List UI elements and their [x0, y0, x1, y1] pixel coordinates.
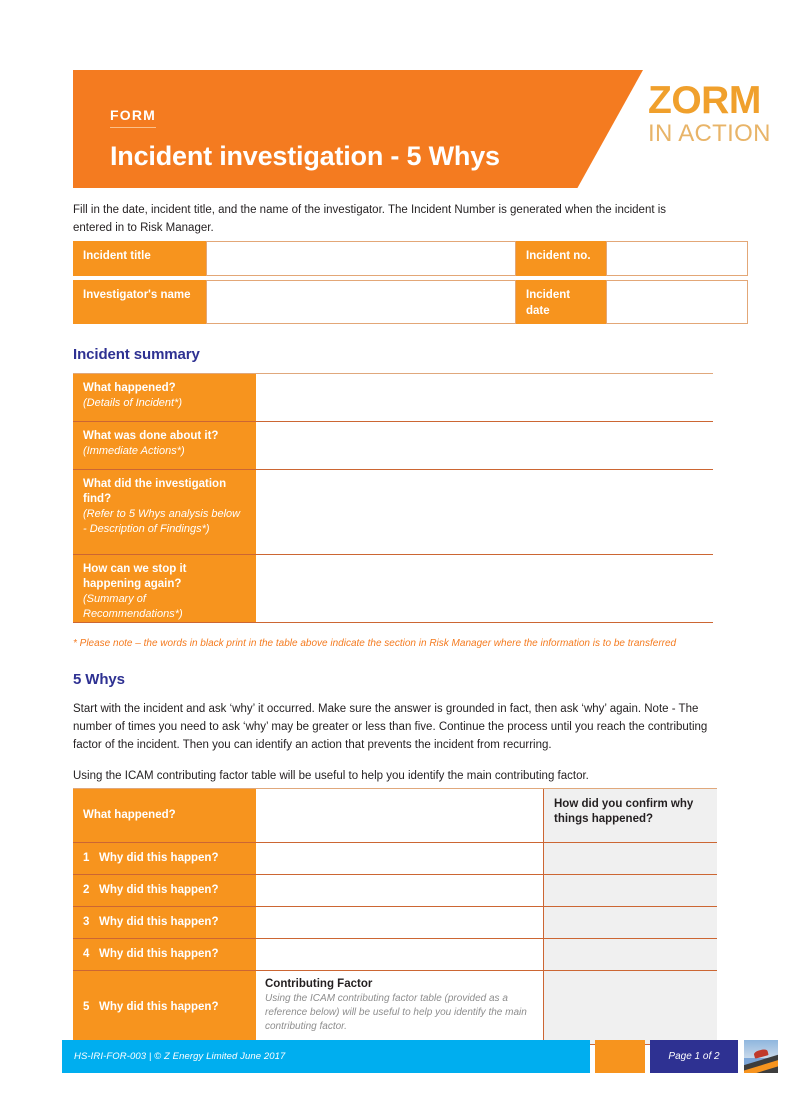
table-row — [73, 422, 713, 470]
table-row — [73, 939, 717, 971]
table-row — [73, 555, 713, 623]
incident-summary-heading: Incident summary — [73, 346, 200, 363]
why-row-label-4 — [73, 939, 256, 970]
summary-input-what-happened[interactable] — [256, 374, 713, 421]
table-row — [73, 907, 717, 939]
contributing-factor-title: Contributing Factor — [265, 978, 373, 990]
intro-paragraph: Fill in the date, incident title, and the name of the investigator. The Incident Number is generated when the incident is entered in to Risk Manager. — [73, 204, 667, 234]
table-row — [73, 843, 717, 875]
incident-date-label: Incident date — [516, 280, 606, 324]
logo-tagline: IN ACTION — [648, 120, 771, 148]
why-row-question: Why did this happen? — [99, 948, 219, 961]
summary-question: What happened? — [83, 382, 176, 394]
incident-no-input[interactable] — [606, 241, 748, 276]
table-row — [73, 241, 748, 276]
table-row — [73, 875, 717, 907]
summary-question: What was done about it? — [83, 430, 219, 442]
incident-no-label: Incident no. — [516, 241, 606, 276]
summary-label-stop-happening — [73, 555, 256, 622]
table-header-row — [73, 789, 717, 843]
summary-subtitle: (Details of Incident*) — [83, 397, 183, 410]
why-answer-input-4[interactable] — [256, 939, 544, 970]
five-whys-paragraph-2: Using the ICAM contributing factor table will be useful to help you identify the main contributing factor. — [73, 770, 589, 783]
table-row — [73, 374, 713, 422]
why-row-number: 2 — [83, 884, 90, 897]
five-whys-table — [73, 788, 717, 1045]
contributing-factor-note: Using the ICAM contributing factor table (provided as a reference below) will be useful to help you identify the main contributing factor. — [265, 993, 527, 1033]
incident-date-input[interactable] — [606, 280, 748, 324]
summary-input-what-was-done[interactable] — [256, 422, 713, 469]
table-row — [73, 470, 713, 555]
logo-wordmark: ZORM — [648, 79, 761, 122]
contributing-factor-cell[interactable] — [256, 971, 544, 1044]
summary-label-what-was-done — [73, 422, 256, 469]
why-confirm-input-3[interactable] — [544, 907, 717, 938]
whys-header-confirm — [544, 789, 717, 842]
why-row-label-2 — [73, 875, 256, 906]
why-row-label-3 — [73, 907, 256, 938]
why-row-question: Why did this happen? — [99, 916, 219, 929]
why-answer-input-1[interactable] — [256, 843, 544, 874]
why-confirm-input-1[interactable] — [544, 843, 717, 874]
incident-title-label: Incident title — [73, 241, 206, 276]
summary-question: What did the investigation find? — [83, 478, 227, 506]
why-row-label-5 — [73, 971, 256, 1044]
five-whys-instructions — [73, 700, 713, 799]
why-confirm-input-5[interactable] — [544, 971, 717, 1044]
summary-label-what-happened — [73, 374, 256, 421]
summary-question: How can we stop it happening again? — [83, 563, 187, 591]
table-row — [73, 280, 748, 324]
why-row-number: 4 — [83, 948, 90, 961]
footer-photo-thumbnail — [744, 1040, 778, 1073]
whys-header-what-happened: What happened? — [73, 789, 256, 842]
why-confirm-input-4[interactable] — [544, 939, 717, 970]
why-row-question: Why did this happen? — [99, 1001, 219, 1014]
summary-input-stop-happening[interactable] — [256, 555, 713, 622]
summary-subtitle: (Refer to 5 Whys analysis below - Description of Findings*) — [83, 508, 241, 535]
summary-subtitle: (Immediate Actions*) — [83, 445, 185, 458]
why-row-number: 3 — [83, 916, 90, 929]
why-row-number: 5 — [83, 1001, 90, 1014]
summary-input-investigation-find[interactable] — [256, 470, 713, 554]
incident-summary-table — [73, 373, 713, 623]
summary-label-investigation-find — [73, 470, 256, 554]
summary-subtitle: (Summary of Recommendations*) — [83, 593, 183, 620]
form-label: FORM — [110, 108, 156, 128]
five-whys-paragraph-1: Start with the incident and ask ‘why’ it occurred. Make sure the answer is grounded in fact, then ask ‘why’ again. Note - The number of times you need to ask ‘why’ may be greater or less than five. Continue the process until you reach the contributing factor of the incident. Then you can identify an action that prevents the incident from recurring. — [73, 703, 708, 752]
incident-details-table — [73, 241, 748, 328]
why-row-question: Why did this happen? — [99, 884, 219, 897]
whys-header-confirm-label: How did you confirm why things happened? — [554, 798, 694, 826]
incident-title-input[interactable] — [206, 241, 516, 276]
page-footer — [0, 1040, 790, 1077]
why-row-question: Why did this happen? — [99, 852, 219, 865]
footer-page-number: Page 1 of 2 — [668, 1051, 720, 1062]
why-row-number: 1 — [83, 852, 90, 865]
footer-orange-block — [595, 1040, 645, 1073]
whys-header-answer-cell — [256, 789, 544, 842]
investigator-name-input[interactable] — [206, 280, 516, 324]
page-title: Incident investigation - 5 Whys — [110, 141, 500, 171]
why-confirm-input-2[interactable] — [544, 875, 717, 906]
why-row-label-1 — [73, 843, 256, 874]
zorm-logo — [648, 79, 778, 148]
table-row — [73, 971, 717, 1045]
five-whys-heading: 5 Whys — [73, 671, 125, 688]
risk-manager-note: * Please note – the words in black print in the table above indicate the section in Risk Manager where the information is to be transferred — [73, 638, 677, 649]
why-answer-input-3[interactable] — [256, 907, 544, 938]
footer-document-reference: HS-IRI-FOR-003 | © Z Energy Limited June 2017 — [74, 1051, 286, 1062]
investigator-name-label: Investigator's name — [73, 280, 206, 324]
why-answer-input-2[interactable] — [256, 875, 544, 906]
